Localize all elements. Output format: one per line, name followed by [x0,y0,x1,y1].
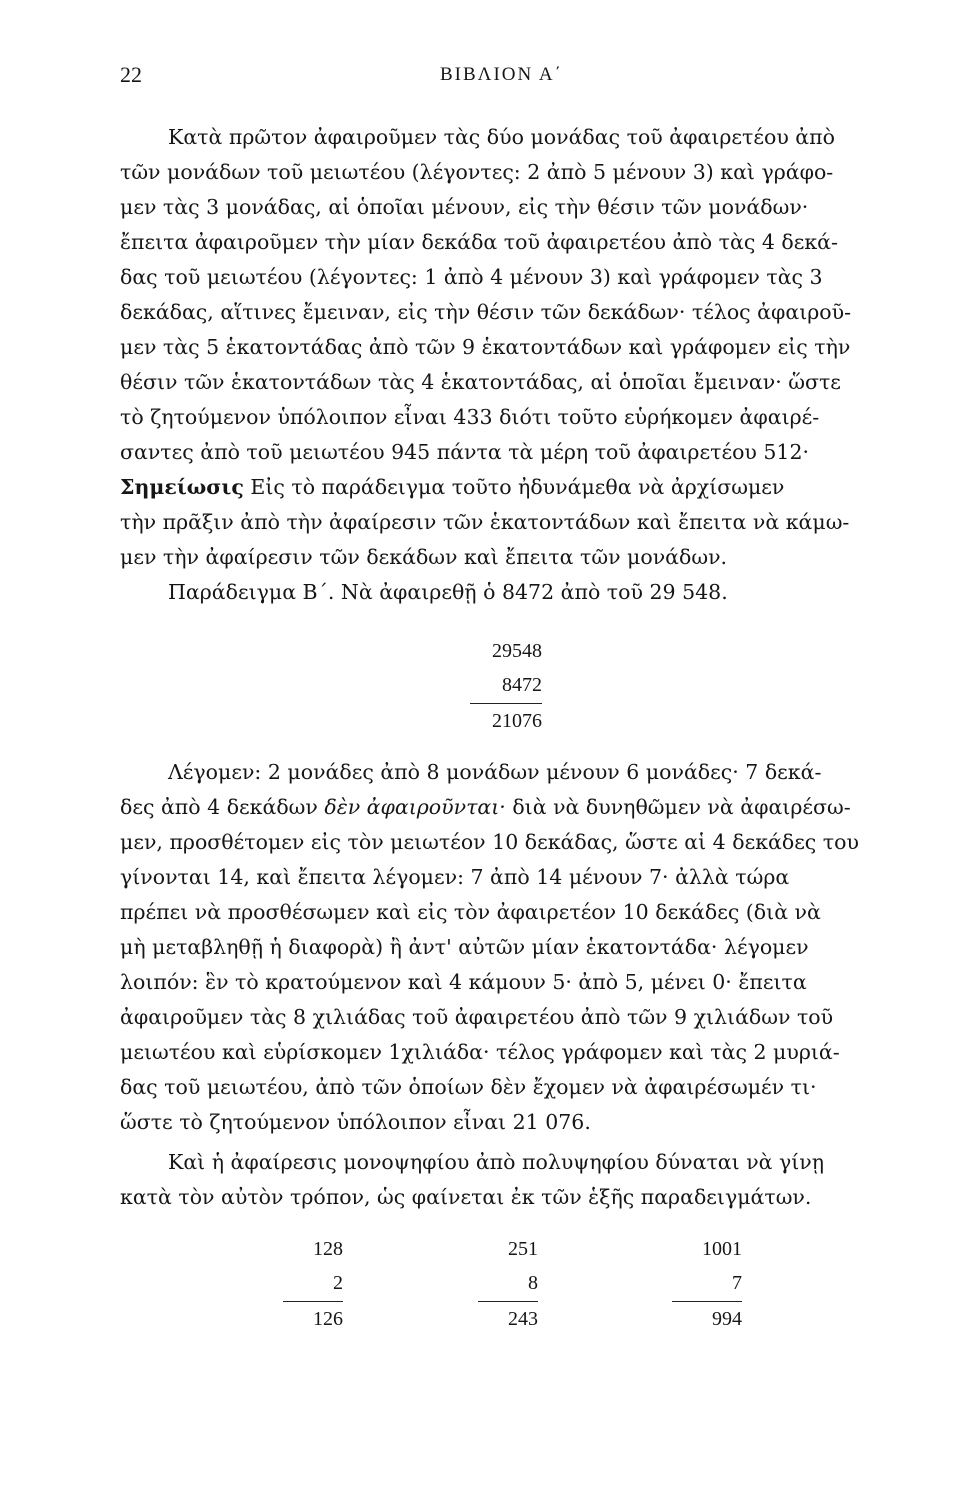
text-line: μεν τὴν ἀφαίρεσιν τῶν δεκάδων καὶ ἔπειτα τῶν μονάδων. [120,545,728,569]
note-text: Εἰς τὸ παράδειγμα τοῦτο ἠδυνάμεθα νὰ ἀρχίσωμεν [250,475,785,499]
subtrahend: 2 [333,1272,343,1294]
text-line: πρέπει νὰ προσθέσωμεν καὶ εἰς τὸν ἀφαιρετέον 10 δεκάδες (διὰ νὰ [120,900,821,924]
text-line: Καὶ ἡ ἀφαίρεσις μονοψηφίου ἀπὸ πολυψηφίου δύναται νὰ γίνῃ [168,1150,825,1174]
text-line [120,790,920,825]
text-line: δας τοῦ μειωτέου, ἀπὸ τῶν ὁποίων δὲν ἔχομεν νὰ ἀφαιρέσωμέν τι· [120,1075,817,1099]
text-line: Λέγομεν: 2 μονάδες ἀπὸ 8 μονάδων μένουν 6 μονάδες· 7 δεκά- [168,760,822,784]
minuend: 128 [313,1238,343,1260]
page-header [120,62,920,92]
text-line: τὴν πρᾶξιν ἀπὸ τὴν ἀφαίρεσιν τῶν ἑκατοντάδων καὶ ἔπειτα νὰ κάμω- [120,510,850,534]
subtraction-example-2 [478,1232,538,1336]
result: 243 [508,1308,538,1330]
paragraph-subtraction-explanation [120,120,920,610]
running-title: ΒΙΒΛΙΟΝ Α΄ [440,64,563,85]
subtraction-example-3 [672,1232,742,1336]
text-line: δεκάδας, αἵτινες ἔμειναν, εἰς τὴν θέσιν τῶν δεκάδων· τέλος ἀφαιροῦ- [120,300,852,324]
result: 21076 [492,710,542,732]
text-line: θέσιν τῶν ἑκατοντάδων τὰς 4 ἑκατοντάδας, αἱ ὁποῖαι ἔμειναν· ὥστε [120,370,841,394]
minuend: 1001 [702,1238,742,1260]
subtrahend: 8472 [502,674,542,696]
text-line: μειωτέου καὶ εὑρίσκομεν 1χιλιάδα· τέλος γράφομεν καὶ τὰς 2 μυριά- [120,1040,840,1064]
text-line: μεν τὰς 3 μονάδας, αἱ ὁποῖαι μένουν, εἰς τὴν θέσιν τῶν μονάδων· [120,195,809,219]
subtrahend: 8 [528,1272,538,1294]
text-line: λοιπόν: ἓν τὸ κρατούμενον καὶ 4 κάμουν 5· ἀπὸ 5, μένει 0· ἔπειτα [120,970,807,994]
minuend: 29548 [492,640,542,662]
text-line: γίνονται 14, καὶ ἔπειτα λέγομεν: 7 ἀπὸ 14 μένουν 7· ἀλλὰ τώρα [120,865,790,889]
text-segment: δες ἀπὸ 4 δεκάδων [120,795,325,819]
text-line: τῶν μονάδων τοῦ μειωτέου (λέγοντες: 2 ἀπὸ 5 μένουν 3) καὶ γράφο- [120,160,834,184]
subtrahend: 7 [732,1272,742,1294]
italic-emphasis: δὲν ἀφαιροῦνται· [324,795,506,819]
text-line: ἔπειτα ἀφαιροῦμεν τὴν μίαν δεκάδα τοῦ ἀφαιρετέου ἀπὸ τὰς 4 δεκά- [120,230,838,254]
text-line: δας τοῦ μειωτέου (λέγοντες: 1 ἀπὸ 4 μένουν 3) καὶ γράφομεν τὰς 3 [120,265,823,289]
paragraph-borrow-explanation [120,755,920,1140]
example-heading: Παράδειγμα Β΄. Νὰ ἀφαιρεθῇ ὁ 8472 ἀπὸ τοῦ 29 548. [168,580,728,604]
note-label: Σημείωσις [120,475,244,499]
text-line: μεν, προσθέτομεν εἰς τὸν μειωτέον 10 δεκάδας, ὥστε αἱ 4 δεκάδες του [120,830,859,854]
minuend: 251 [508,1238,538,1260]
result: 994 [712,1308,742,1330]
page-number: 22 [120,62,142,87]
text-line: κατὰ τὸν αὐτὸν τρόπον, ὡς φαίνεται ἐκ τῶν ἑξῆς παραδειγμάτων. [120,1185,812,1209]
paragraph-single-digit [120,1145,920,1215]
subtraction-main [470,634,542,738]
subtraction-example-1 [283,1232,343,1336]
text-segment: διὰ νὰ δυνηθῶμεν νὰ ἀφαιρέσω- [505,795,851,819]
text-line: σαντες ἀπὸ τοῦ μειωτέου 945 πάντα τὰ μέρη τοῦ ἀφαιρετέου 512· [120,440,810,464]
text-line: μεν τὰς 5 ἑκατοντάδας ἀπὸ τῶν 9 ἑκατοντάδων καὶ γράφομεν εἰς τὴν [120,335,851,359]
text-line: Κατὰ πρῶτον ἀφαιροῦμεν τὰς δύο μονάδας τοῦ ἀφαιρετέου ἀπὸ [168,125,835,149]
text-line: ἀφαιροῦμεν τὰς 8 χιλιάδας τοῦ ἀφαιρετέου ἀπὸ τῶν 9 χιλιάδων τοῦ [120,1005,834,1029]
note-line [120,470,920,505]
text-line: τὸ ζητούμενον ὑπόλοιπον εἶναι 433 διότι τοῦτο εὑρήκομεν ἀφαιρέ- [120,405,820,429]
text-line: ὥστε τὸ ζητούμενον ὑπόλοιπον εἶναι 21 076. [120,1110,591,1134]
text-line: μὴ μεταβληθῇ ἡ διαφορὰ) ἢ ἀντ' αὐτῶν μίαν ἑκατοντάδα· λέγομεν [120,935,809,959]
result: 126 [313,1308,343,1330]
